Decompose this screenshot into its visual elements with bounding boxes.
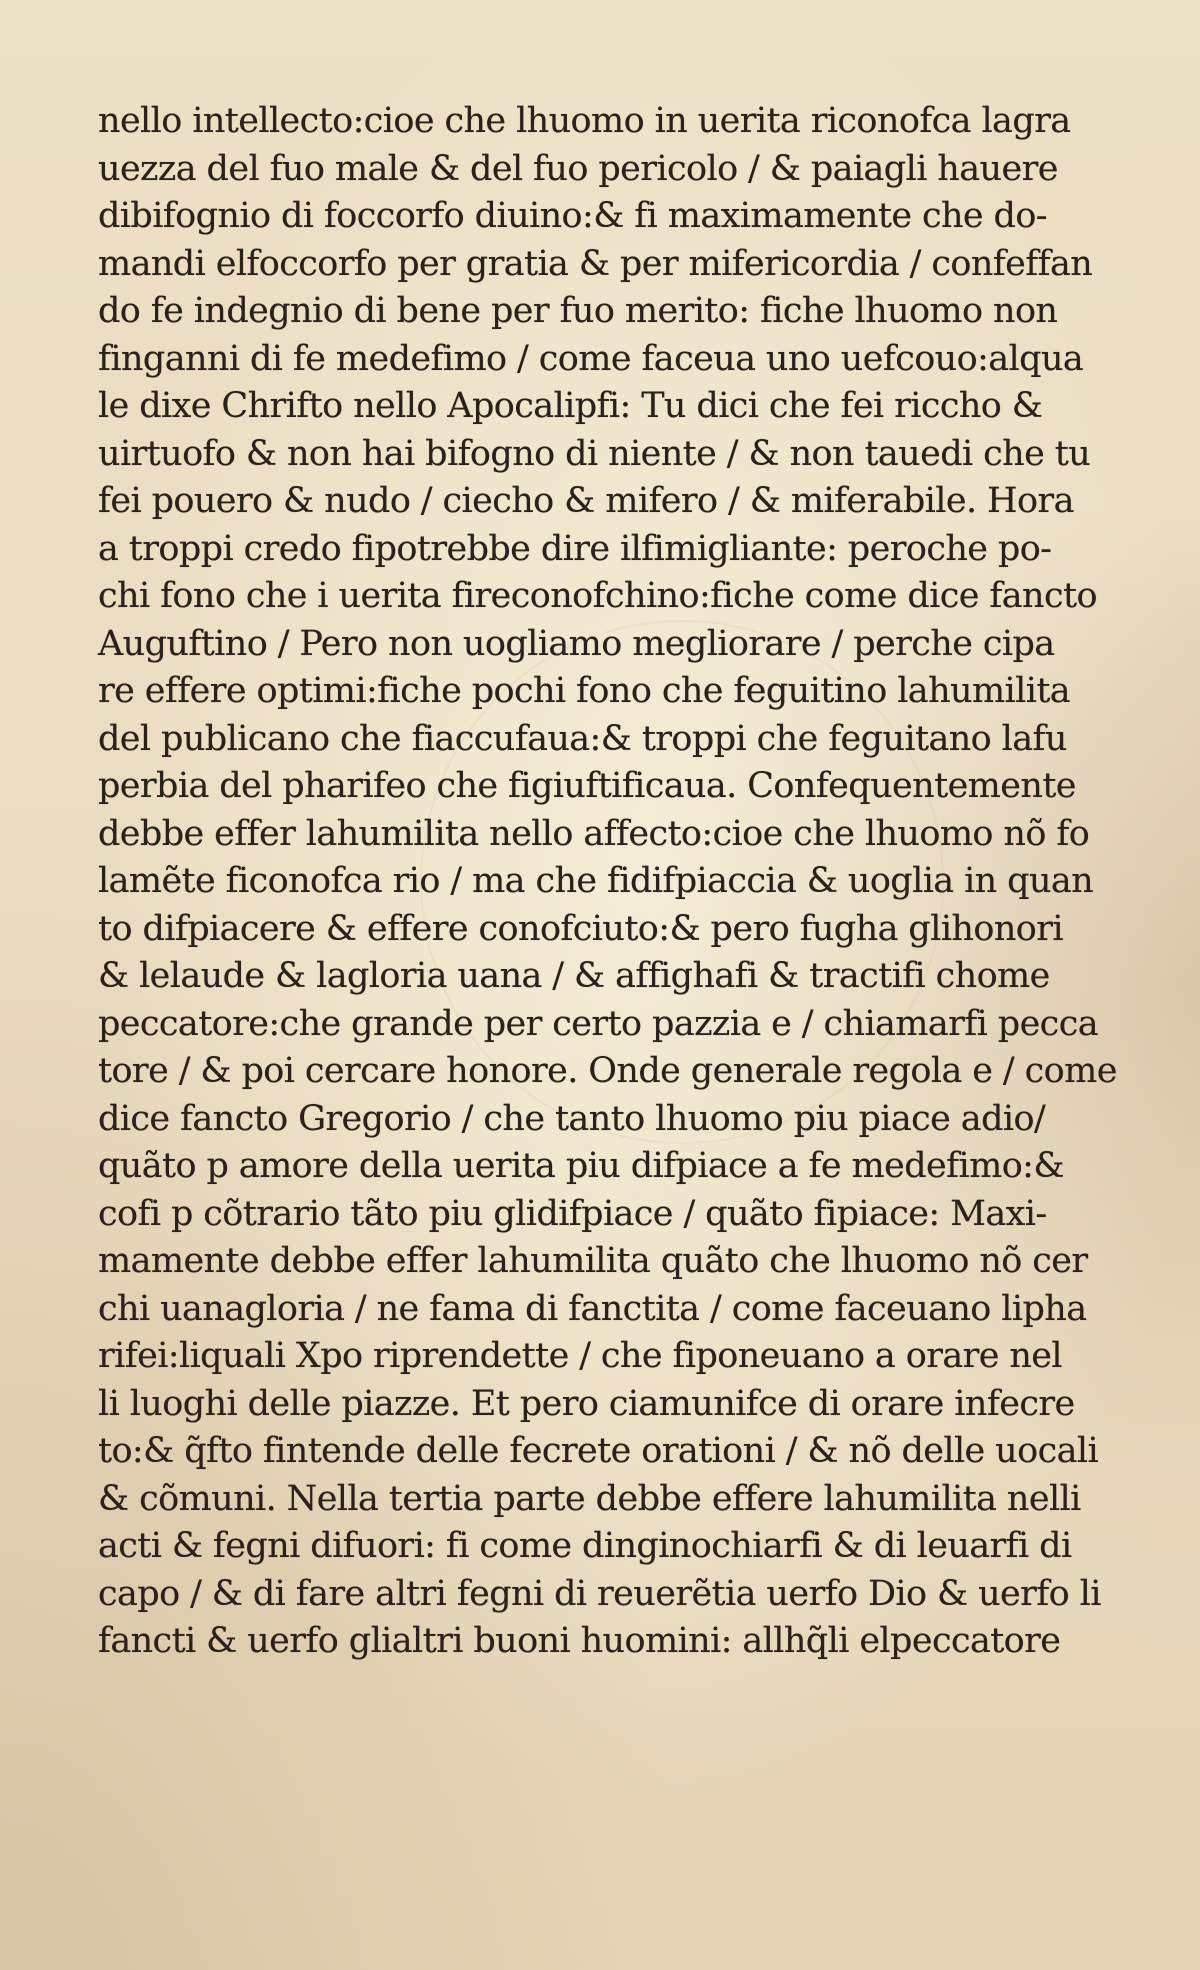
text-line: Auguftino / Pero non uogliamo megliorare / perche cipa — [98, 623, 1055, 664]
text-line: dice fancto Gregorio / che tanto lhuomo piu piace adio/ — [98, 1098, 1046, 1139]
text-line: to:& q̃fto fintende delle fecrete orationi / & nõ delle uocali — [98, 1431, 1099, 1471]
text-line: fei pouero & nudo / ciecho & mifero / & miferabile. Hora — [98, 481, 1074, 521]
text-line: cofi p cõtrario tãto piu glidifpiace / quãto fipiace: Maxi- — [98, 1193, 1047, 1234]
text-line: mandi elfoccorfo per gratia & per mifericordia / confeffan — [98, 243, 1093, 284]
text-line: re effere optimi:fiche pochi fono che feguitino lahumilita — [98, 671, 1071, 711]
text-line: to difpiacere & effere conofciuto:& pero fugha glihonori — [98, 908, 1063, 949]
text-line: peccatore:che grande per certo pazzia e / chiamarfi pecca — [98, 1003, 1098, 1044]
text-line: dibifognio di foccorfo diuino:& fi maximamente che do- — [98, 196, 1048, 236]
text-line: uirtuofo & non hai bifogno di niente / & non tauedi che tu — [98, 433, 1091, 474]
text-line: quãto p amore della uerita piu difpiace a fe medefimo:& — [98, 1146, 1064, 1186]
text-line: li luoghi delle piazze. Et pero ciamunifce di orare infecre — [98, 1383, 1075, 1424]
text-line: perbia del pharifeo che figiuftificaua. Confequentemente — [98, 766, 1076, 806]
text-line: a troppi credo fipotrebbe dire ilfimigliante: peroche po- — [98, 528, 1052, 569]
text-line: finganni di fe medefimo / come faceua uno uefcouo:alqua — [98, 338, 1084, 379]
text-line: & lelaude & lagloria uana / & affighafi & tractifi chome — [98, 956, 1050, 996]
text-line: rifei:liquali Xpo riprendette / che fiponeuano a orare nel — [98, 1336, 1063, 1376]
text-line: tore / & poi cercare honore. Onde generale regola e / come — [98, 1051, 1117, 1091]
text-line: acti & fegni difuori: fi come dinginochiarfi & di leuarfi di — [98, 1526, 1072, 1566]
text-line: uezza del fuo male & del fuo pericolo / & paiagli hauere — [98, 148, 1058, 189]
text-line: lamẽte ficonofca rio / ma che fidifpiaccia & uoglia in quan — [98, 861, 1094, 901]
text-line: chi fono che i uerita fireconofchino:fiche come dice fancto — [98, 576, 1097, 616]
text-line: le dixe Chrifto nello Apocalipfi: Tu dici che fei riccho & — [98, 386, 1043, 426]
text-line: do fe indegnio di bene per fuo merito: fiche lhuomo non — [98, 291, 1058, 331]
text-line: & cõmuni. Nella tertia parte debbe effere lahumilita nelli — [98, 1478, 1081, 1519]
text-line: fancti & uerfo glialtri buoni huomini: allhq̃li elpeccatore — [98, 1621, 1061, 1661]
text-line: chi uanagloria / ne fama di fanctita / come faceuano lipha — [98, 1288, 1087, 1329]
page-text-block — [98, 98, 1117, 1666]
text-line: del publicano che fiaccufaua:& troppi che feguitano lafu — [98, 718, 1067, 759]
text-line: nello intellecto:cioe che lhuomo in uerita riconofca lagra — [98, 101, 1071, 141]
text-line: capo / & di fare altri fegni di reuerẽtia uerfo Dio & uerfo li — [98, 1573, 1101, 1614]
text-line: mamente debbe effer lahumilita quãto che lhuomo nõ cer — [98, 1241, 1088, 1281]
text-line: debbe effer lahumilita nello affecto:cioe che lhuomo nõ fo — [98, 813, 1090, 854]
